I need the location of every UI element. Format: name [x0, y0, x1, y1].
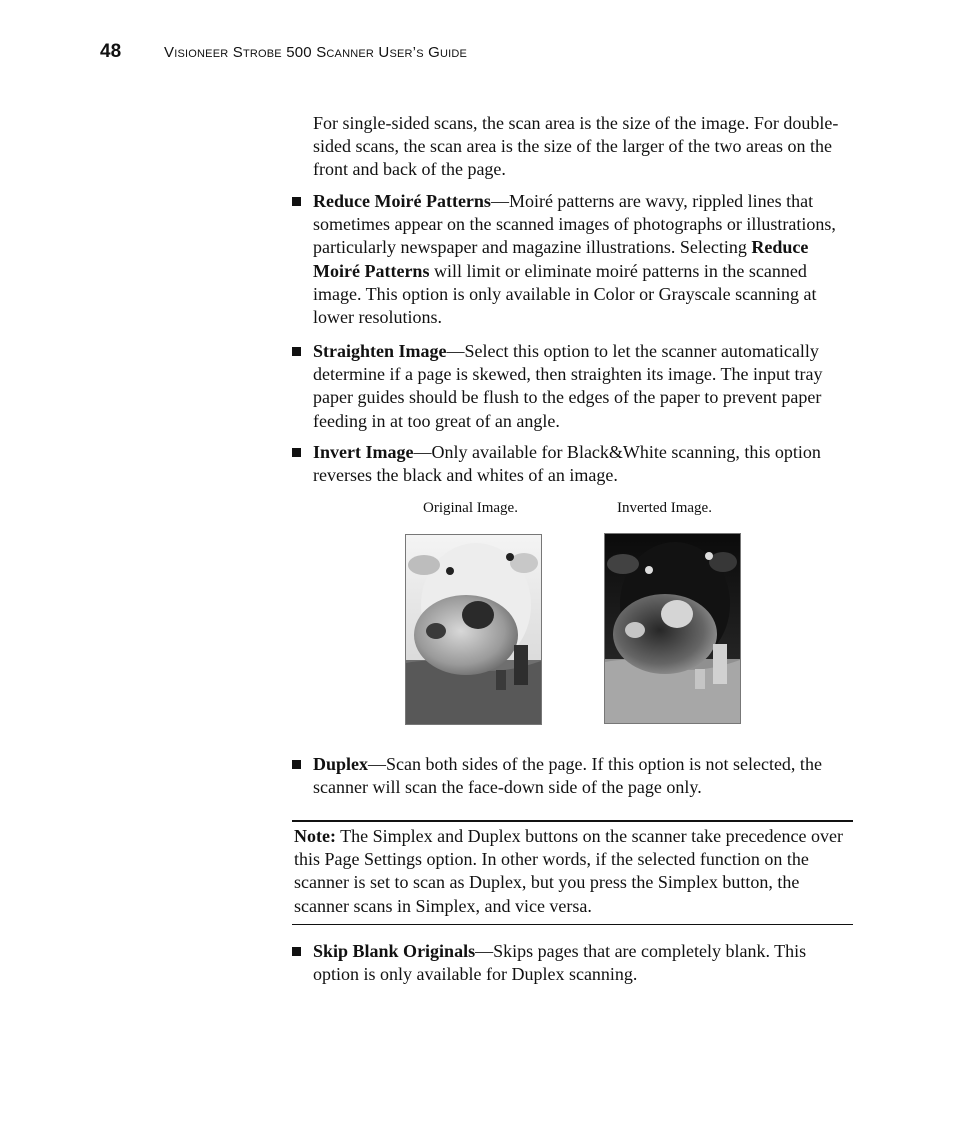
inverted-cow-photo	[604, 533, 741, 724]
bullet-text: —Moiré patterns are wavy, rippled lines that sometimes appear on the scanned images of photographs or illustrations, particularly newspaper and magazine illustrations. Selecting	[313, 191, 836, 258]
bullet-text-continued: will limit or eliminate moiré patterns in the scanned image. This option is only available in Color or Grayscale scanning at lower resolutions.	[313, 260, 817, 328]
bullet-term-inline: Reduce Moiré Patterns	[313, 237, 809, 281]
bullet-text: —Only available for Black&White scanning, this option reverses the black and whites of an image.	[313, 442, 821, 486]
cow-photo-graphic	[605, 534, 740, 723]
note-label: Note:	[294, 826, 336, 846]
intro-paragraph: For single-sided scans, the scan area is the size of the image. For double-sided scans, the scan area is the size of the larger of the two areas on the front and back of the page.	[313, 113, 839, 180]
running-title: Visioneer Strobe 500 Scanner User’s Guide	[164, 44, 468, 61]
page-number: 48	[100, 41, 122, 62]
bullet-reduce-moire-patterns	[292, 190, 853, 329]
bullet-text: —Scan both sides of the page. If this option is not selected, the scanner will scan the face-down side of the page only.	[313, 754, 822, 798]
bullet-text: —Select this option to let the scanner automatically determine if a page is skewed, then straighten its image. The input tray paper guides should be flush to the edges of the paper to prevent paper feeding in at too great of an angle.	[313, 341, 823, 431]
bullet-square-icon	[292, 448, 301, 457]
note-box	[292, 820, 853, 925]
bullet-square-icon	[292, 760, 301, 769]
original-cow-photo	[405, 534, 542, 725]
bullet-duplex	[292, 753, 853, 799]
note-text	[294, 825, 850, 918]
cow-photo-graphic	[406, 535, 541, 724]
bullet-skip-blank-originals	[292, 940, 853, 986]
bullet-term: Straighten Image	[313, 341, 447, 361]
bullet-square-icon	[292, 947, 301, 956]
bullet-text: —Skips pages that are completely blank. This option is only available for Duplex scanning.	[313, 941, 807, 985]
bullet-term: Skip Blank Originals	[313, 941, 476, 961]
original-image-caption: Original Image.	[423, 500, 518, 516]
bullet-term: Invert Image	[313, 442, 414, 462]
bullet-invert-image	[292, 441, 853, 487]
bullet-square-icon	[292, 197, 301, 206]
inverted-image-caption: Inverted Image.	[617, 500, 712, 516]
bullet-square-icon	[292, 347, 301, 356]
note-body: The Simplex and Duplex buttons on the scanner take precedence over this Page Settings option. In other words, if the selected function on the scanner is set to scan as Duplex, but you press the Simplex button, the scanner scans in Simplex, and vice versa.	[294, 826, 843, 916]
bullet-straighten-image	[292, 340, 853, 433]
bullet-term: Reduce Moiré Patterns	[313, 191, 491, 211]
bullet-term: Duplex	[313, 754, 369, 774]
